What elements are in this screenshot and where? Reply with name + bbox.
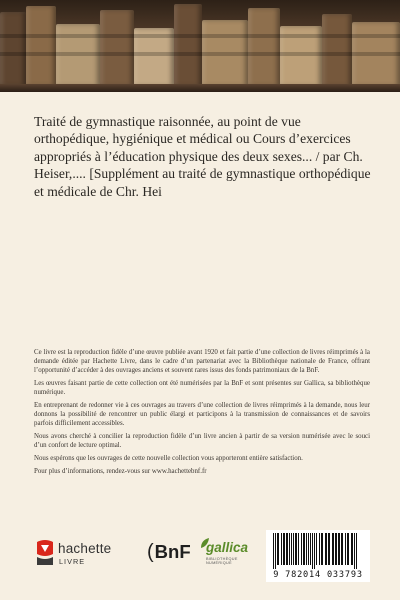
isbn-number: 9 782014 033793 (273, 570, 363, 580)
bnf-name: BnF (154, 541, 191, 562)
barcode-bar (281, 533, 282, 565)
barcode-bar (345, 533, 346, 565)
hachette-name: hachette (58, 541, 112, 556)
barcode-bar (277, 533, 279, 565)
gallica-subtitle-line-1: BIBLIOTHÈQUE (206, 557, 238, 561)
barcode-bar (273, 533, 274, 569)
barcode-bar (347, 533, 349, 565)
gallica-subtitle-line-2: NUMÉRIQUE (206, 561, 232, 566)
isbn-barcode (266, 530, 370, 582)
barcode-bar (291, 533, 292, 565)
barcode-bar (341, 533, 343, 565)
bnf-bracket: ( (147, 541, 154, 563)
barcode-bar (332, 533, 334, 565)
back-cover-description (34, 349, 370, 482)
barcode-bar (289, 533, 290, 565)
description-paragraph-2: Les œuvres faisant partie de cette collection ont été numérisées par la BnF et sont présentes sur Gallica, sa bibliothèque numérique. (34, 380, 370, 396)
barcode-bar (354, 533, 355, 569)
barcode-bar (338, 533, 340, 565)
barcode-bar (321, 533, 323, 565)
barcode-bar (293, 533, 294, 565)
barcode-bar (283, 533, 285, 565)
barcode-bar (310, 533, 311, 565)
book-title: Traité de gymnastique raisonnée, au point de vue orthopédique, hygiénique et médical ou Cours d’exercices appropriés à l’éducation physique des deux sexes... / par Ch. Heiser,.... [Supplément au traité de gymnastique orthopédique et médicale de Chr. Hei (34, 114, 371, 199)
barcode-bar (319, 533, 320, 565)
barcode-bar (312, 533, 313, 569)
description-paragraph-1: Ce livre est la reproduction fidèle d’une œuvre publiée avant 1920 et fait partie d’une collection de livres réimprimés à la demande éditée par Hachette Livre, dans le cadre d’un partenariat avec la Bibliothèque nationale de France, offrant l’opportunité d’accéder à des ouvrages anciens et souvent rares issus des fonds patrimoniaux de la BnF. (34, 349, 370, 374)
barcode-bar (356, 533, 357, 569)
barcode-bars (272, 533, 364, 569)
gallica-subtitle (206, 557, 238, 566)
barcode-bar (316, 533, 317, 565)
description-paragraph-4: Nous avons cherché à concilier la reproduction fidèle d’un livre ancien à partir de sa version numérisée avec le souci d’un confort de lecture optimal. (34, 433, 370, 450)
barcode-bar (275, 533, 276, 569)
barcode-bar (351, 533, 353, 565)
hachette-emblem-icon (34, 537, 56, 567)
barcode-bar (301, 533, 302, 565)
barcode-bar (286, 533, 288, 565)
barcode-bar (335, 533, 337, 565)
barcode-bar (325, 533, 327, 565)
bookshelf-photo (0, 0, 400, 92)
barcode-bar (328, 533, 330, 565)
description-paragraph-6: Pour plus d’informations, rendez-vous sur www.hachettebnf.fr (34, 468, 207, 476)
description-paragraph-5: Nous espérons que les ouvrages de cette nouvelle collection vous apporteront entière satisfaction. (34, 455, 303, 463)
barcode-bar (314, 533, 315, 569)
barcode-bar (298, 533, 299, 565)
hachette-livre-label: LIVRE (59, 557, 86, 566)
barcode-bar (303, 533, 305, 565)
barcode-bar (295, 533, 297, 565)
bnf-logo (147, 541, 191, 564)
gallica-logo (200, 537, 252, 569)
description-paragraph-3: En entreprenant de redonner vie à ces ouvrages au travers d’une collection de livres réimprimés à la demande, nous leur donnons la possibilité de rencontrer un public élargi et participons à la transmission de connaissances et de savoirs parfois difficilement accessibles. (34, 402, 370, 427)
barcode-bar (306, 533, 307, 565)
gallica-name: gallica (206, 540, 249, 555)
barcode-bar (308, 533, 309, 565)
hachette-livre-logo (34, 536, 132, 568)
